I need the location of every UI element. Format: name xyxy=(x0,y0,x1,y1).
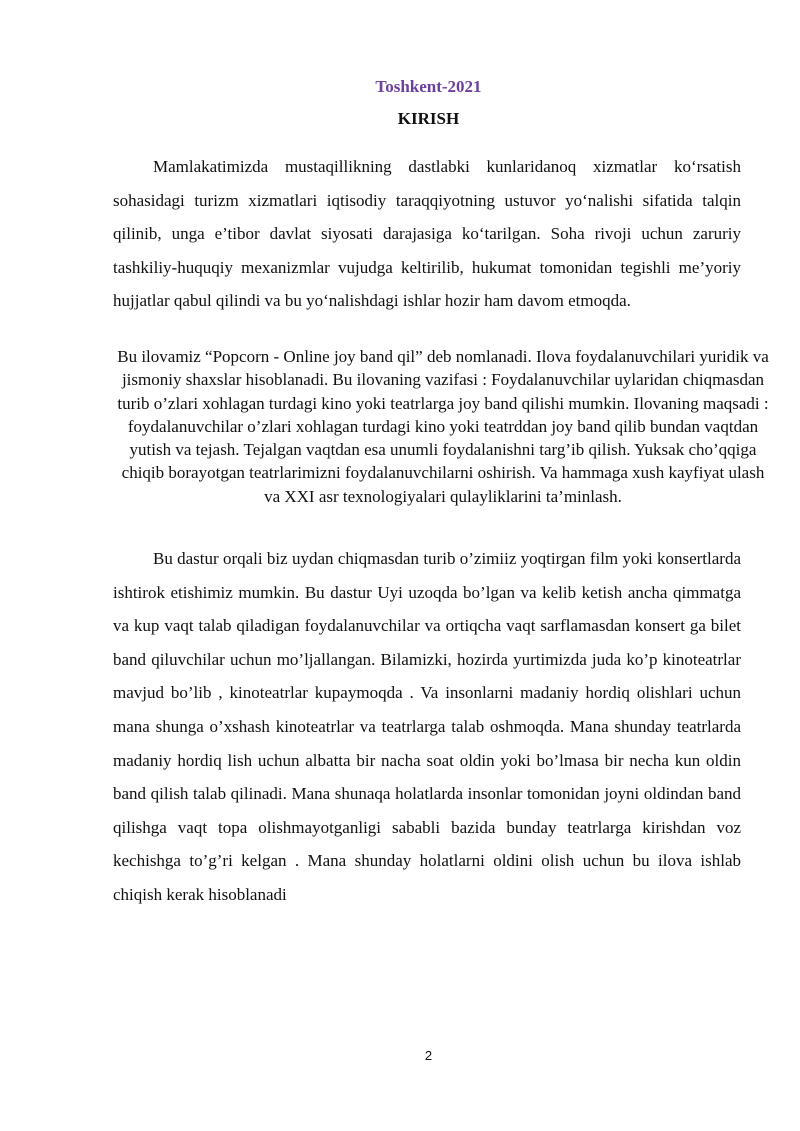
page-number: 2 xyxy=(424,1048,433,1063)
body-paragraph-3: Bu dastur orqali biz uydan chiqmasdan turib o’zimiiz yoqtirgan film yoki konsertlarda ishtirok etishimiz mumkin. Bu dastur Uyi uzoqda bo’lgan va kelib ketish ancha qimmatga va kup vaqt talab qiladigan foydalanuvchilar va ortiqcha vaqt sarflamasdan konsert ga bilet band qiluvchilar uchun mo’ljallangan. Bilamizki, hozirda yurtimizda juda ko’p kinoteatrlar mavjud bo’lib , kinoteatrlar kupaymoqda . Va insonlarni madaniy hordiq olishlari uchun mana shunga o’xshash kinoteatrlar va teatrlarga talab oshmoqda. Mana shunday teatrlarda madaniy hordiq lish uchun albatta bir nacha soat oldin yoki bo’lmasa bir necha kun oldin band qilish talab qilinadi. Mana shunaqa holatlarda insonlar tomonidan joyni oldindan band qilishga vaqt topa olishmayotganligi sababli bazida bunday teatrlarga kirishdan voz kechishga to’g’ri kelgan . Mana shunday holatlarni oldini olish uchun bu ilova ishlab chiqish kerak hisoblanadi xyxy=(113,549,741,904)
body-paragraph-2: Bu ilovamiz “Popcorn - Online joy band qil” deb nomlanadi. Ilova foydalanuvchilari yuridik va jismoniy shaxslar hisoblanadi. Bu ilovaning vazifasi : Foydalanuvchilar uylaridan chiqmasdan turib o’zlari xohlagan turdagi kino yoki teatrlarga joy band qilishi mumkin. Ilovaning maqsadi : foydalanuvchilar o’zlari xohlagan turdagi kino yoki teatrddan joy band qilib bundan vaqtdan yutish va tejash. Tejalgan vaqtdan esa unumli foydalanishni targ’ib qilish. Yuksak cho’qqiga chiqib borayotgan teatrlarimizni foydalanuvchilarni oshirish. Va hammaga xush kayfiyat ulash va XXI asr texnologiyalari qulayliklarini ta’minlash. xyxy=(117,347,769,506)
city-year-line: Toshkent-2021 xyxy=(375,77,482,96)
body-paragraph-1: Mamlakatimizda mustaqillikning dastlabki kunlaridanoq xizmatlar ko‘rsatish sohasidagi turizm xizmatlari iqtisodiy taraqqiyotning ustuvor yo‘nalishi sifatida talqin qilinib, unga e’tibor davlat siyosati darajasiga ko‘tarilgan. Soha rivoji uchun zaruriy tashkiliy-huquqiy mexanizmlar vujudga keltirilib, hukumat tomonidan tegishli me’yoriy hujjatlar qabul qilindi va bu yo‘nalishdagi ishlar hozir ham davom etmoqda. xyxy=(113,157,741,311)
section-title: KIRISH xyxy=(397,109,460,128)
